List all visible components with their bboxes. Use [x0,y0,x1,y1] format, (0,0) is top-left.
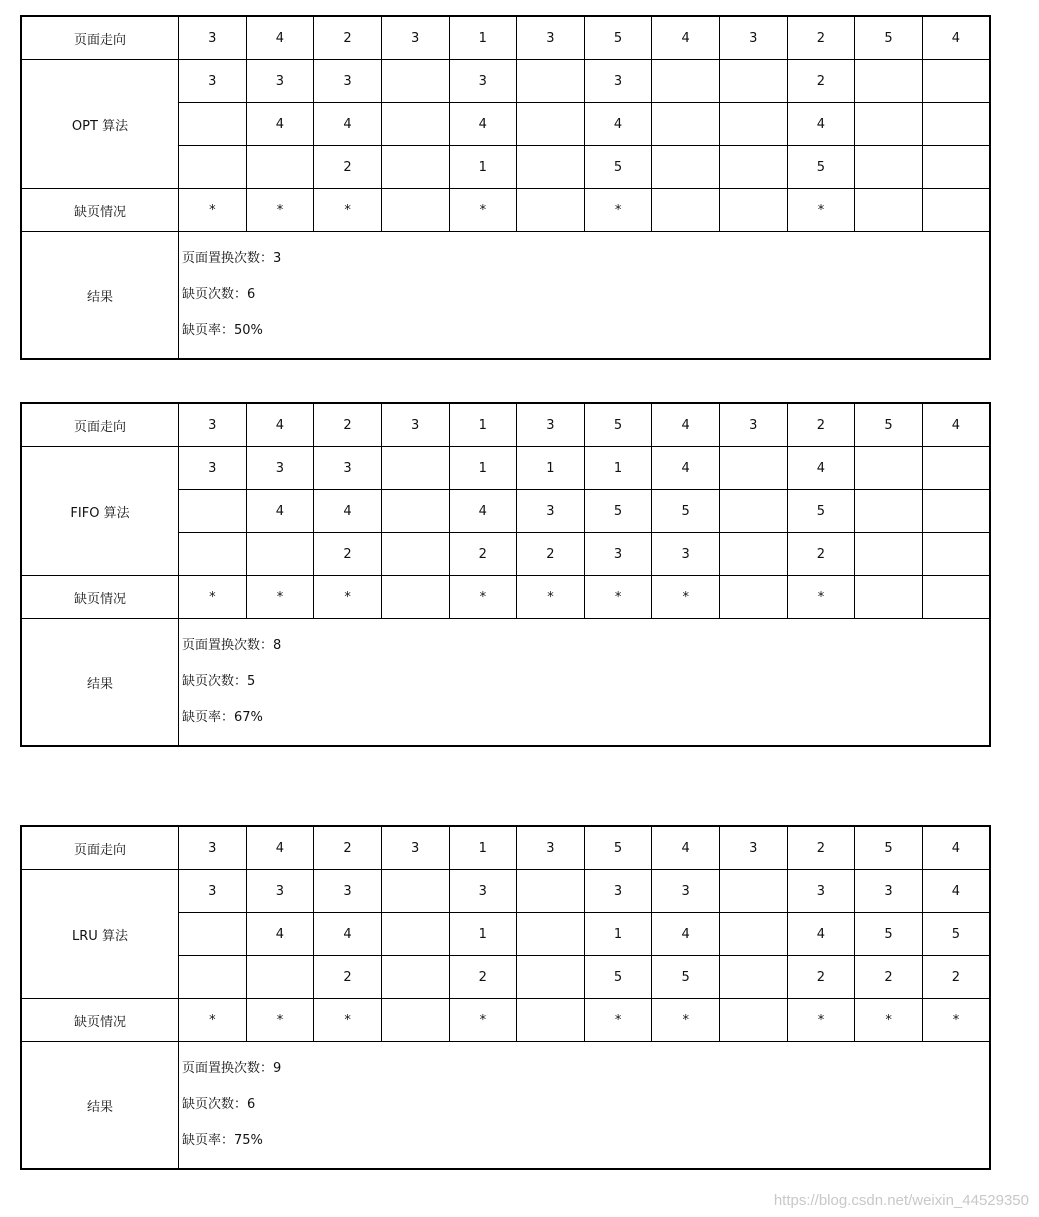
sequence-cell: 4 [922,403,990,447]
sequence-cell: 3 [517,403,585,447]
frame-cell [381,103,449,146]
frame-cell [720,870,788,913]
frame-cell [720,490,788,533]
result-line: 缺页次数：6 [182,287,256,302]
fault-cell [855,189,923,232]
frame-cell [517,146,585,189]
fault-cell: * [179,189,247,232]
frame-cell: 4 [246,490,314,533]
fault-cell: * [179,576,247,619]
fault-cell: * [855,999,923,1042]
frame-cell [381,146,449,189]
frame-cell: 2 [314,533,382,576]
fault-cell [381,576,449,619]
frame-cell: 2 [449,533,517,576]
sequence-cell: 5 [855,826,923,870]
frame-cell: 3 [449,870,517,913]
frame-cell [517,956,585,999]
sequence-cell: 2 [787,826,855,870]
fault-cell: * [246,999,314,1042]
frame-cell: 2 [787,956,855,999]
frame-cell: 2 [787,60,855,103]
fault-row [21,576,990,619]
fault-cell: * [179,999,247,1042]
frame-cell: 5 [584,146,652,189]
result-row [21,232,990,360]
sequence-cell: 4 [246,16,314,60]
fault-cell: * [449,189,517,232]
sequence-cell: 3 [381,16,449,60]
page-sequence-label: 页面走向 [21,826,179,870]
frame-row [21,60,990,103]
frame-cell: 3 [246,447,314,490]
frame-cell: 5 [787,146,855,189]
sequence-cell: 4 [246,826,314,870]
page-fault-label: 缺页情况 [21,999,179,1042]
fault-cell: * [652,999,720,1042]
sequence-row [21,403,990,447]
frame-cell: 3 [652,870,720,913]
frame-cell: 2 [314,956,382,999]
fault-cell: * [449,576,517,619]
frame-cell: 4 [246,103,314,146]
frame-cell: 3 [449,60,517,103]
frame-cell: 4 [652,447,720,490]
sequence-cell: 3 [179,403,247,447]
algorithm-label: FIFO 算法 [21,447,179,576]
result-line: 页面置换次数：3 [182,251,282,266]
result-line: 缺页次数：5 [182,674,256,689]
frame-cell [381,870,449,913]
watermark-text: https://blog.csdn.net/weixin_44529350 [773,1192,1029,1209]
sequence-cell: 3 [720,403,788,447]
fault-cell: * [787,576,855,619]
frame-cell [922,146,990,189]
frame-cell [855,447,923,490]
sequence-row [21,16,990,60]
replacement-table [20,825,991,1170]
sequence-cell: 5 [855,403,923,447]
frame-cell [922,533,990,576]
frame-cell: 5 [584,956,652,999]
frame-cell: 5 [584,490,652,533]
frame-cell: 5 [922,913,990,956]
frame-cell: 4 [922,870,990,913]
sequence-cell: 3 [381,403,449,447]
fault-cell: * [517,576,585,619]
result-cell [179,232,991,360]
frame-cell: 5 [652,956,720,999]
frame-cell [922,447,990,490]
sequence-row [21,826,990,870]
frame-cell: 4 [449,103,517,146]
frame-cell [652,103,720,146]
sequence-cell: 1 [449,403,517,447]
fault-cell: * [584,189,652,232]
frame-cell: 1 [584,447,652,490]
sequence-cell: 2 [314,16,382,60]
frame-cell [179,103,247,146]
frame-cell [381,956,449,999]
frame-cell [381,533,449,576]
frame-cell: 3 [517,490,585,533]
page-sequence-label: 页面走向 [21,16,179,60]
frame-cell: 3 [314,870,382,913]
frame-cell [179,490,247,533]
sequence-cell: 5 [584,403,652,447]
frame-cell [246,146,314,189]
sequence-cell: 2 [787,403,855,447]
frame-cell: 1 [584,913,652,956]
page-fault-label: 缺页情况 [21,576,179,619]
frame-cell: 3 [584,870,652,913]
frame-cell: 4 [314,103,382,146]
frame-cell: 3 [314,447,382,490]
frame-cell [922,490,990,533]
fault-cell [381,189,449,232]
sequence-cell: 2 [314,403,382,447]
fault-row [21,999,990,1042]
result-cell [179,1042,991,1170]
frame-cell: 2 [855,956,923,999]
frame-cell: 3 [246,870,314,913]
result-label: 结果 [21,619,179,747]
frame-cell: 4 [449,490,517,533]
result-label: 结果 [21,232,179,360]
fault-cell: * [314,189,382,232]
frame-cell: 1 [517,447,585,490]
frame-cell: 4 [787,103,855,146]
sequence-cell: 5 [584,16,652,60]
sequence-cell: 3 [720,16,788,60]
fault-cell [517,999,585,1042]
frame-cell [179,913,247,956]
fault-cell [381,999,449,1042]
result-row [21,619,990,747]
frame-cell: 2 [922,956,990,999]
frame-cell: 3 [179,870,247,913]
sequence-cell: 4 [652,16,720,60]
fault-cell: * [246,576,314,619]
frame-cell: 3 [246,60,314,103]
frame-cell: 3 [584,533,652,576]
fault-cell: * [246,189,314,232]
sequence-cell: 4 [652,826,720,870]
page-fault-label: 缺页情况 [21,189,179,232]
frame-cell [720,956,788,999]
frame-cell [381,913,449,956]
result-line: 缺页次数：6 [182,1097,256,1112]
frame-cell [652,60,720,103]
frame-cell [246,533,314,576]
sequence-cell: 5 [855,16,923,60]
frame-cell: 4 [787,447,855,490]
frame-cell [855,146,923,189]
frame-cell: 3 [787,870,855,913]
frame-cell [381,447,449,490]
frame-cell [922,60,990,103]
frame-cell [720,146,788,189]
fault-cell: * [584,999,652,1042]
fault-cell [922,576,990,619]
frame-cell [517,103,585,146]
frame-cell: 4 [584,103,652,146]
result-line: 缺页率：67% [182,710,263,725]
frame-cell [922,103,990,146]
sequence-cell: 3 [179,826,247,870]
algorithm-label: LRU 算法 [21,870,179,999]
sequence-cell: 2 [314,826,382,870]
fault-cell [855,576,923,619]
fault-cell: * [787,189,855,232]
frame-cell: 2 [314,146,382,189]
fault-cell: * [314,999,382,1042]
frame-cell: 5 [787,490,855,533]
frame-cell: 2 [449,956,517,999]
fault-cell [720,189,788,232]
sequence-cell: 4 [652,403,720,447]
result-line: 缺页率：50% [182,323,263,338]
fault-cell: * [922,999,990,1042]
sequence-cell: 4 [246,403,314,447]
frame-cell [246,956,314,999]
replacement-table [20,15,991,360]
sequence-cell: 5 [584,826,652,870]
frame-cell [720,913,788,956]
sequence-cell: 3 [720,826,788,870]
fault-cell [517,189,585,232]
frame-cell [179,533,247,576]
algorithm-label: OPT 算法 [21,60,179,189]
frame-row [21,870,990,913]
result-line: 页面置换次数：8 [182,638,282,653]
fault-cell: * [449,999,517,1042]
sequence-cell: 3 [381,826,449,870]
result-line: 缺页率：75% [182,1133,263,1148]
frame-cell [179,146,247,189]
frame-cell: 5 [652,490,720,533]
frame-cell: 1 [449,447,517,490]
fault-cell [720,576,788,619]
result-line: 页面置换次数：9 [182,1061,282,1076]
frame-cell: 3 [855,870,923,913]
frame-cell: 4 [787,913,855,956]
frame-cell [720,103,788,146]
frame-cell [517,913,585,956]
fault-row [21,189,990,232]
frame-cell [517,870,585,913]
sequence-cell: 1 [449,16,517,60]
frame-cell [517,60,585,103]
frame-cell [381,60,449,103]
fault-cell: * [787,999,855,1042]
frame-cell: 1 [449,913,517,956]
sequence-cell: 1 [449,826,517,870]
frame-cell: 3 [179,60,247,103]
result-row [21,1042,990,1170]
sequence-cell: 4 [922,16,990,60]
sequence-cell: 3 [517,826,585,870]
frame-cell [652,146,720,189]
frame-cell [855,103,923,146]
frame-cell: 2 [787,533,855,576]
frame-cell: 5 [855,913,923,956]
result-label: 结果 [21,1042,179,1170]
sequence-cell: 2 [787,16,855,60]
frame-cell: 4 [246,913,314,956]
frame-row [21,447,990,490]
frame-cell: 4 [314,913,382,956]
sequence-cell: 4 [922,826,990,870]
frame-cell: 2 [517,533,585,576]
frame-cell [720,533,788,576]
frame-cell: 4 [652,913,720,956]
frame-cell: 3 [584,60,652,103]
frame-cell [381,490,449,533]
frame-cell: 3 [652,533,720,576]
replacement-table [20,402,991,747]
frame-cell: 4 [314,490,382,533]
fault-cell: * [314,576,382,619]
frame-cell [179,956,247,999]
result-cell [179,619,991,747]
frame-cell [720,60,788,103]
page-sequence-label: 页面走向 [21,403,179,447]
sequence-cell: 3 [179,16,247,60]
frame-cell [855,490,923,533]
fault-cell: * [584,576,652,619]
frame-cell: 3 [314,60,382,103]
frame-cell: 1 [449,146,517,189]
frame-cell: 3 [179,447,247,490]
fault-cell [922,189,990,232]
fault-cell: * [652,576,720,619]
frame-cell [855,533,923,576]
fault-cell [652,189,720,232]
frame-cell [855,60,923,103]
fault-cell [720,999,788,1042]
sequence-cell: 3 [517,16,585,60]
frame-cell [720,447,788,490]
